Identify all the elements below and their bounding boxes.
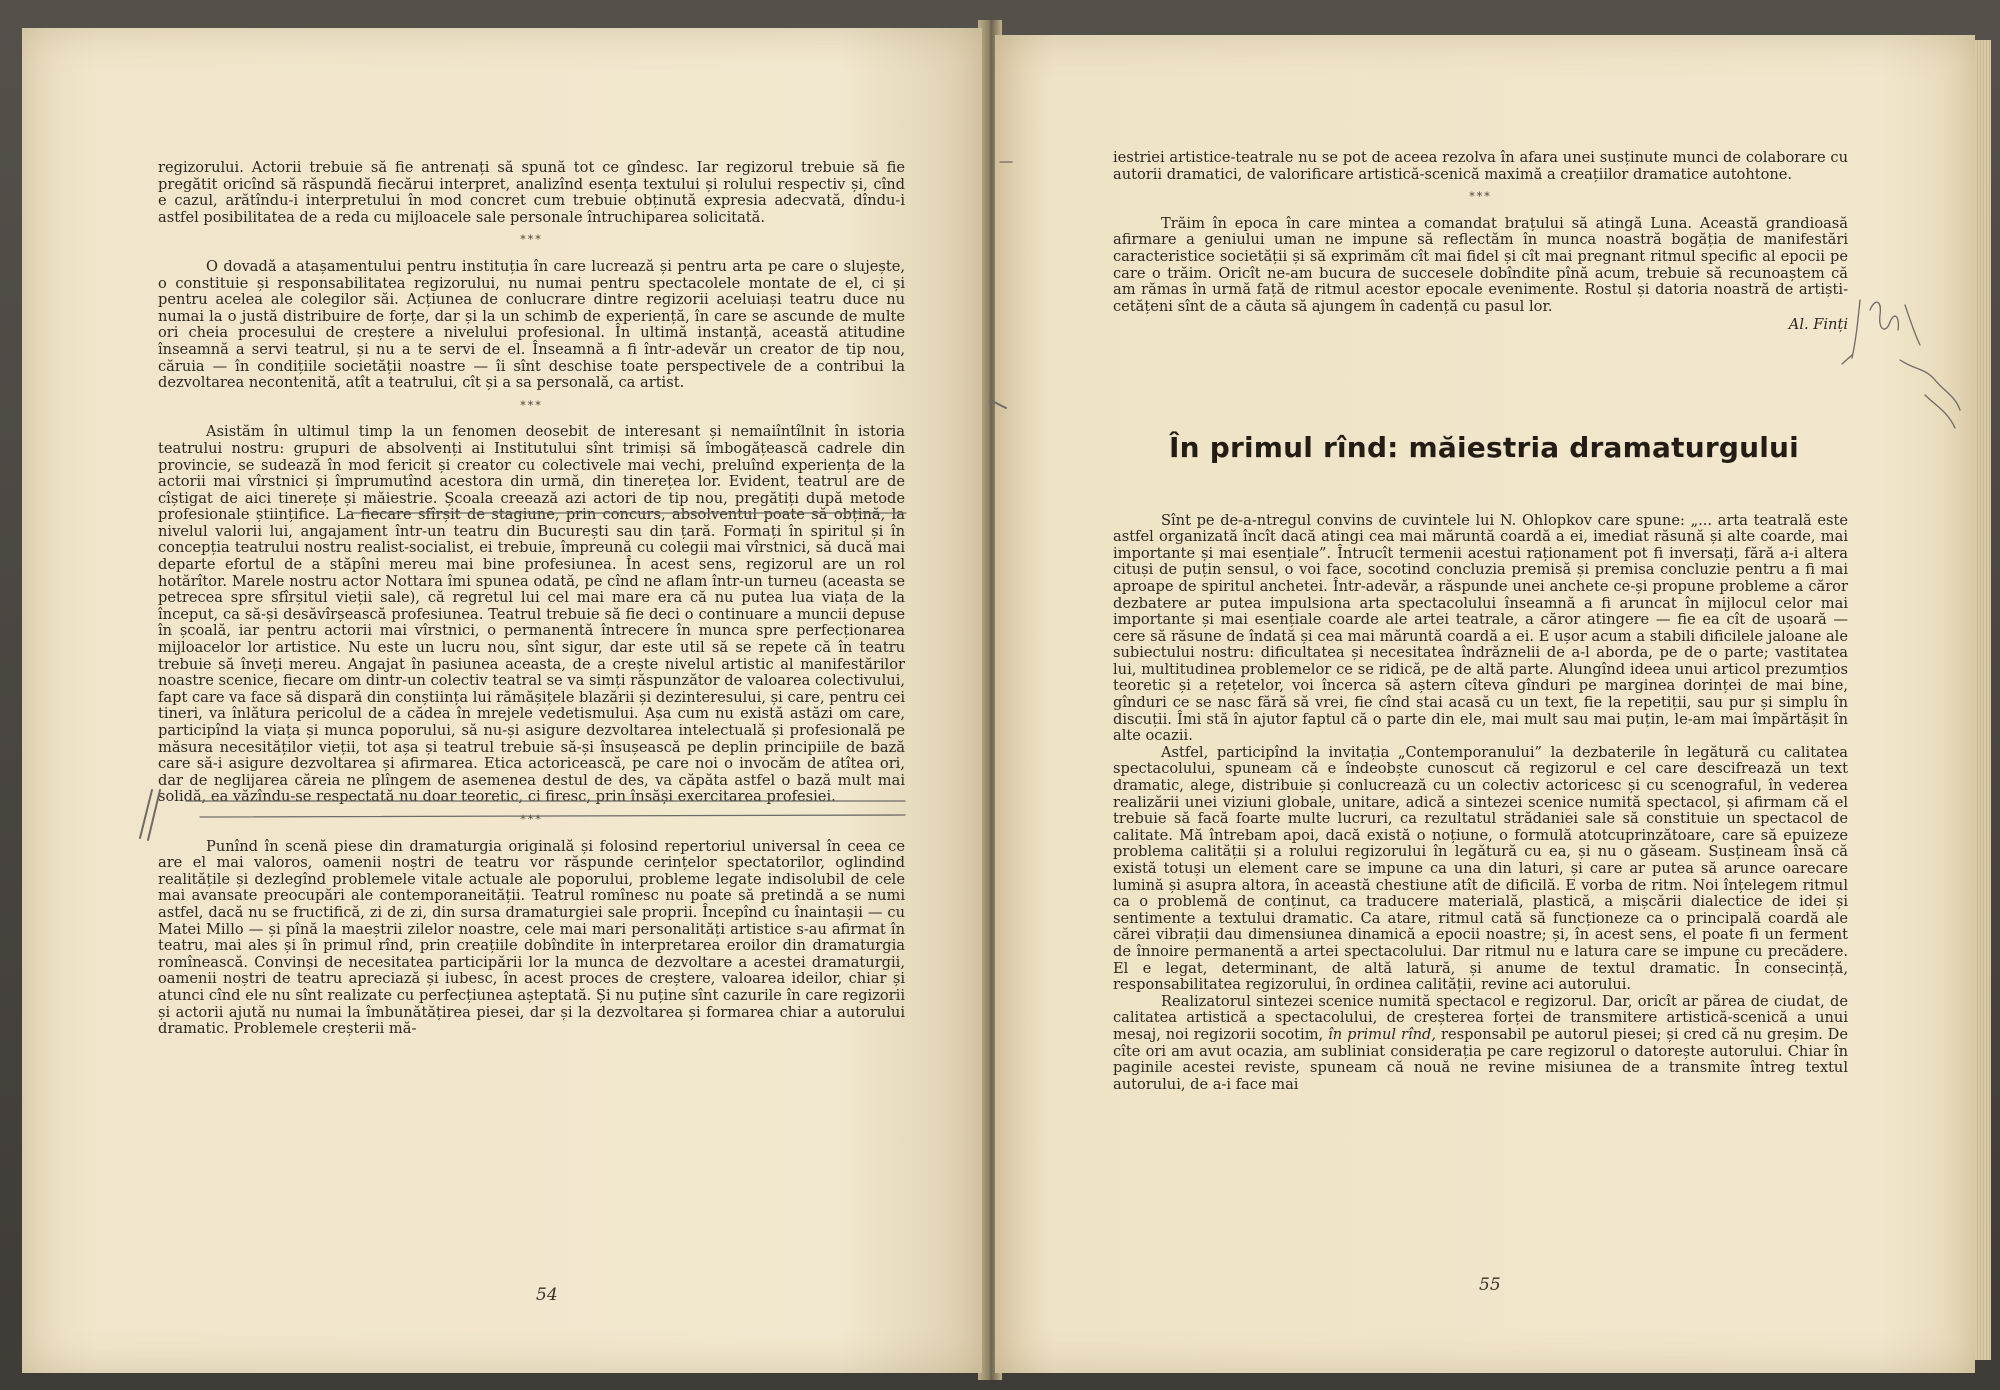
page-number-right: 55 bbox=[1479, 1275, 1501, 1295]
author-signature: Al. Finți bbox=[1788, 316, 1848, 334]
paragraph: Astfel, participînd la invitația „Contemporanului” la dezbaterile în legătură cu calitatea spectacolului, spuneam că e îndeobște cunoscut că regizorul e cel care descifrează un text dramatic, alege, distribuie și conlucrează cu un colectiv actoricesc și cu scenograful, în vederea realizării unei viziuni globale, unitare, adică a sintezei scenice numită spectacol, și afirmam că el trebuie să facă foarte multe lucruri, ca rezultatul strădaniei sale să constituie un spectacol de calitate. Mă întrebam apoi, dacă există o noțiune, o formulă atotcuprinzătoare, care să epuizeze problema calității și a rolului regizorului în legătură cu ea, și nu o găseam. Susțineam însă că există totuși un element care se impune ca una din laturi, și care ar putea să arunce oarecare lumină și asupra altora, în această chestiune atît de dificilă. E vorba de ritm. Noi înțelegem ritmul ca o problemă de conținut, ca traducere materială, plastică, a mișcării dialectice de idei și sentimente a textului dramatic. Ca atare, ritmul cată să funcționeze ca o principală coardă ale cărei vibrații dau dimensiunea dinamică a epocii noastre; și, în acest sens, el poate fi un ferment de înnoire permanentă a artei spectacolului. Dar ritmul nu e latura care se impune cu precădere. El e legat, determinant, de altă latură, și anume de textul dramatic. În consecință, responsabilitatea regizorului, în ordinea calității, revine aci autorului. bbox=[1113, 743, 1848, 994]
text-span: Realizatorul sintezei scenice numită spectacol e regizorul. Dar, oricît ar părea de ciudat, de calitatea artistică a spectacolului, de creșterea forței de transmitere artistică-scenică a unui mesaj, noi regizorii socotim, bbox=[1113, 992, 1848, 1043]
section-separator: *** bbox=[520, 812, 543, 826]
paragraph bbox=[1113, 994, 1848, 1094]
article-heading: În primul rînd: măiestria dramaturgului bbox=[1169, 430, 1799, 464]
section-separator: *** bbox=[1469, 190, 1492, 204]
section-separator: *** bbox=[520, 233, 543, 247]
page-edges bbox=[1975, 40, 1991, 1360]
page-number-left: 54 bbox=[536, 1285, 558, 1305]
paragraph: O dovadă a atașamentului pentru instituția în care lucrează și pentru arta pe care o slujește, o constituie și responsabilitatea regizorului, nu numai pentru spectacolele montate de el, ci și pentru acelea ale colegilor săi. Acțiunea de conlucrare dintre regizorii aceluiași teatru duce nu numai la o justă distribuire de forțe, dar și la un schimb de experiență, în care se ascunde de multe ori cheia procesului de creștere a nivelului profesional. În ultimă instanță, această atitudine înseamnă a servi teatrul, și nu a te servi de el. Înseamnă a fi într-adevăr un creator de tip nou, căruia — în condițiile societății noastre — îi sînt deschise toate perspectivele de a contribui la dezvoltarea necontenită, atît a teatrului, cît și a sa personală, ca artist. bbox=[158, 257, 905, 392]
paragraph: iestriei artistice-teatrale nu se pot de aceea rezolva în afara unei susținute munci de colaborare cu autorii dramatici, de valorificare artistică-scenică maximă a creațiilor dramatice autohtone. bbox=[1113, 149, 1848, 183]
left-text-column bbox=[158, 160, 905, 1038]
text-span: responsabil pe autorul piesei; și cred că nu greșim. De cîte ori am avut ocazia, am subliniat considerația pe care regizorul o datorește autorului. Chiar în paginile acestei reviste, spuneam că nouă ne revine misiunea de a transmite întreg textul autorului, de a-i face mai bbox=[1113, 1025, 1848, 1093]
section-separator: *** bbox=[520, 398, 543, 412]
paragraph: Trăim în epoca în care mintea a comandat brațului să atingă Luna. Această grandioasă afirmare a geniului uman ne impune să reflectăm în munca noastră bogăția de manifestări caracteristice societății și să exprimăm cît mai fidel și cît mai pregnant ritmul specific al epocii pe care o trăim. Oricît ne-am bucura de succesele dobîndite pînă acum, trebuie să recunoaștem că am rămas în urmă față de ritmul acestor epocale evenimente. Rostul și datoria noastră de artiști-cetățeni sînt de a căuta să ajungem în cadență cu pasul lor. bbox=[1113, 214, 1848, 315]
right-text-column bbox=[1113, 150, 1848, 1093]
paragraph: regizorului. Actorii trebuie să fie antrenați să spună tot ce gîndesc. Iar regizorul trebuie să fie pregătit oricînd să răspundă fiecărui interpret, analizînd esența textului și rolului respectiv și, cînd e cazul, arătîndu-i interpretului în mod concret cum trebuie obținută expresia adecvată, dîndu-i astfel posibilitatea de a reda cu mijloacele sale personale întruchiparea solicitată. bbox=[158, 159, 905, 226]
italic-emphasis: în primul rînd, bbox=[1328, 1025, 1437, 1043]
paragraph: Asistăm în ultimul timp la un fenomen deosebit de interesant și nemaiîntîlnit în istoria teatrului nostru: grupuri de absolvenți ai Institutului sînt trimiși să îmbogățească cadrele din provincie, se sudează în mod fericit și creator cu colectivele mai vechi, preluînd experiența de la actorii mai vîrstnici și împrumutînd acestora din urmă, din tinerețea lor. Evident, teatrul are de cîștigat de aici tinerețe și măiestrie. Școala creează azi actori de tip nou, pregătiți după metode profesionale științifice. La fiecare sfîrșit de stagiune, prin concurs, absolventul poate să obțină, la nivelul valorii lui, angajament într-un teatru din București sau din țară. Formați în spiritul și în concepția teatrului nostru realist-socialist, ei trebuie, împreună cu colegii mai vîrstnici, să ducă mai departe efortul de a stăpîni mereu mai bine profesiunea. În acest sens, regizorul are un rol hotărîtor. Marele nostru actor Nottara îmi spunea odată, pe cînd ne aflam într-un turneu (aceasta se petrecea spre sfîrșitul vieții sale), că regretul lui cel mai mare era că nu putea lua viața de la început, ca să-și desăvîrșească profesiunea. Teatrul trebuie să fie deci o continuare a muncii depuse în școală, iar pentru actorii mai vîrstnici, o permanentă întrecere în munca spre perfecționarea mijloacelor lor artistice. Nu este un lucru nou, sînt sigur, dar este util să se repete că în teatru trebuie să înveți mereu. Angajat în pasiunea aceasta, de a crește nivelul artistic al manifestărilor noastre scenice, fiecare om dintr-un colectiv teatral se va simți răspunzător de valoarea colectivului, fapt care va face să dispară din conștiința lui rămășițele blazării și dezinteresului, și care, pentru cei tineri, va înlătura pericolul de a cădea în mrejele vedetismului. Așa cum nu există astăzi om care, participînd la viața și munca poporului, să nu-și asigure dezvoltarea intelectuală și profesională pe măsura necesităților vieții, tot așa și teatrul trebuie să-și însușească pe deplin principiile de bază care să-i asigure dezvoltarea și afirmarea. Etica actoricească, pe care noi o invocăm de atîtea ori, dar de neglijarea căreia ne plîngem de asemenea destul de des, va căpăta astfel o bază mult mai solidă, ea văzîndu-se respectată nu doar teoretic, ci firesc, prin însăși exercitarea profesiei. bbox=[158, 423, 905, 806]
paragraph: Punînd în scenă piese din dramaturgia originală și folosind repertoriul universal în ceea ce are el mai valoros, oamenii noștri de teatru vor răspunde cerințelor spectatorilor, oglindind realitățile și dezlegînd problemele vitale actuale ale poporului, probleme legate indisolubil de cele mai avansate preocupări ale contemporaneității. Teatrul romînesc nu poate să pretindă a se numi astfel, dacă nu se fructifică, zi de zi, din sursa dramaturgiei sale proprii. Începînd cu înaintașii — cu Matei Millo — și pînă la maeștrii zilelor noastre, cele mai mari personalități artistice s-au afirmat în teatru, mai ales și în primul rînd, prin creațiile dobîndite în interpretarea eroilor din dramaturgia romînească. Convinși de necesitatea participării lor la munca de dezvoltare a acestei dramaturgii, oamenii noștri de teatru apreciază și iubesc, în acest proces de creștere, valoarea ideilor, chiar și atunci cînd ele nu sînt realizate cu perfecțiunea așteptată. Și nu puține sînt cazurile în care regizorii și actorii ajută nu numai la îmbunătățirea piesei, dar și la dezvoltarea și formarea chiar a autorului dramatic. Problemele creșterii mă- bbox=[158, 837, 905, 1038]
paragraph: Sînt pe de-a-ntregul convins de cuvintele lui N. Ohlopkov care spune: „... arta teatrală este astfel organizată încît dacă atingi cea mai măruntă coardă a ei, imediat răsună și alte coarde, mai importante și mai esențiale”. Întrucît termenii acestui raționament pot fi inversați, fără a-i altera cituși de puțin sensul, o voi face, socotind concluzia premisă și premisa concluzie pentru a fi mai aproape de spiritul anchetei. Într-adevăr, a răspunde unei anchete ce-și propune probleme a căror dezbatere ar putea impulsiona arta spectacolului înseamnă a fi aruncat în mijlocul celor mai importante și mai esențiale coarde ale artei teatrale, a căror atingere — fie ea cît de ușoară — cere să răsune de îndată și cea mai măruntă coardă a ei. E ușor acum a stabili dificilele jaloane ale subiectului nostru: dificultatea și necesitatea îndrăznelii de a-l aborda, pe de o parte; vastitatea lui, multitudinea problemelor ce se ridică, pe de altă parte. Alungînd ideea unui articol prezumțios teoretic și a rețetelor, voi încerca să aștern cîteva gînduri pe marginea dorinței de mai bine, gînduri ce se nasc fără să vrei, fie cînd stai acasă cu un text, fie la repetiții, sau pur și simplu în discuții. Îmi stă în ajutor faptul că o parte din ele, mai mult sau mai puțin, le-am mai împărtășit în alte ocazii. bbox=[1113, 511, 1848, 745]
